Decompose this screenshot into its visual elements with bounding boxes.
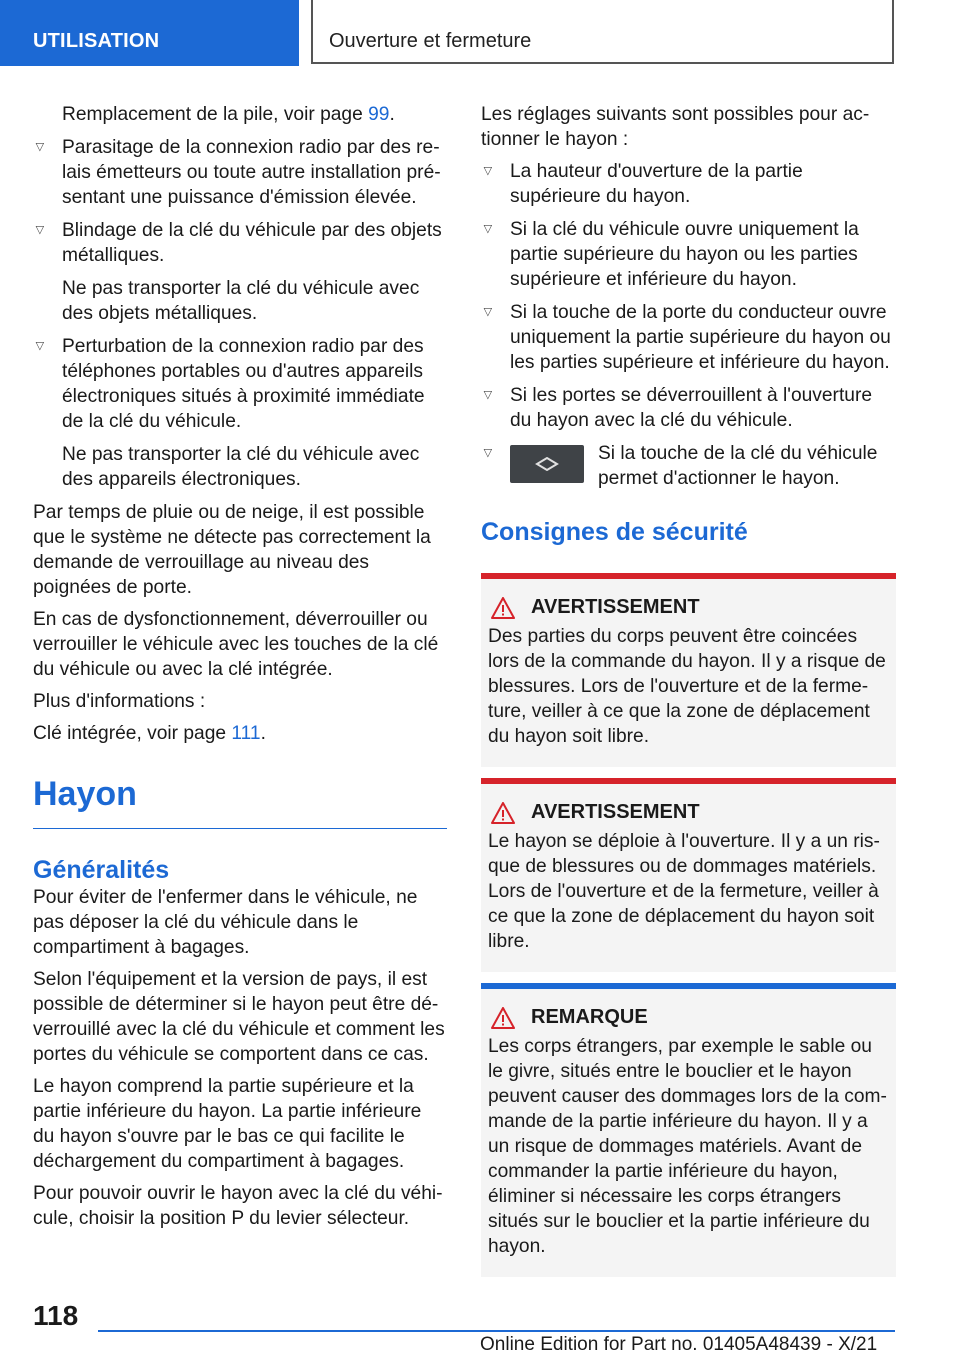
- warning-title: AVERTISSEMENT: [531, 596, 700, 618]
- notice-title: REMARQUE: [531, 1006, 648, 1028]
- key-description: ▷ Si la touche de la clé du véhicule permet d'actionner le hayon.: [598, 443, 878, 489]
- paragraph: Le hayon comprend la partie supérieure et la partie inférieure du hayon. La partie inférieure du hayon s'ouvre par le bas ce qui facilite le déchargement du compartiment à bagages.: [33, 1076, 422, 1172]
- paragraph: Pour pouvoir ouvrir le hayon avec la clé du véhicule, choisir la position P du levier sélecteur.: [33, 1183, 443, 1229]
- paragraph: Les réglages suivants sont possibles pour actionner le hayon :: [481, 104, 870, 150]
- list-item: ▷ Si la clé du véhicule ouvre uniquement la partie supérieure du hayon ou les parties supérieure et inférieure du hayon.: [481, 217, 896, 292]
- notice-text: Les corps étrangers, par exemple le sable ou le givre, situés entre le bouclier et le hayon peuvent causer des dommages lors de la commande de la partie inférieure du hayon. Il y a un risque de dommages matériels. Avant de commander la partie inférieure du hayon, éliminer si nécessaire les corps étrangers situés sur le bouclier et la partie inférieure du hayon.: [488, 1036, 887, 1257]
- notice-box: [481, 983, 896, 1277]
- paragraph: Par temps de pluie ou de neige, il est possible que le système ne détecte pas correctement la demande de verrouillage au niveau des poignées de porte.: [33, 502, 431, 598]
- paragraph: Selon l'équipement et la version de pays, il est possible de déterminer si le hayon peut être déverrouillé avec la clé du véhicule et comment les portes du véhicule se comportent dans ce cas.: [33, 969, 445, 1065]
- list-item-key: [481, 441, 896, 491]
- page-number: 118: [33, 1300, 79, 1331]
- warning-text: Des parties du corps peuvent être coincées lors de la commande du hayon. Il y a risque de blessures. Lors de l'ouverture et de la fermeture, veiller à ce que la zone de déplacement du hayon soit libre.: [488, 626, 886, 747]
- warning-triangle-icon: [491, 1007, 515, 1029]
- paragraph: Clé intégrée, voir page 111.: [33, 723, 266, 744]
- warning-triangle-icon: [491, 597, 515, 619]
- page-link[interactable]: 99: [368, 104, 390, 125]
- tailgate-key-icon: [510, 445, 584, 483]
- list-item: ▷ La hauteur d'ouverture de la partie supérieure du hayon.: [481, 159, 896, 209]
- list-item-note: Ne pas transporter la clé du véhicule avec des objets métalliques.: [62, 278, 420, 324]
- list-item: ▷ Perturbation de la connexion radio par des téléphones portables ou d'autres appareils électroniques situés à proximité immédiate de la clé du véhicule.: [33, 334, 447, 434]
- chapter-header: [311, 0, 894, 64]
- footer-divider: [98, 1330, 895, 1332]
- warning-triangle-icon: [491, 802, 515, 824]
- warning-title: AVERTISSEMENT: [531, 801, 700, 823]
- paragraph: Pour éviter de l'enfermer dans le véhicule, ne pas déposer la clé du véhicule dans le compartiment à bagages.: [33, 887, 418, 958]
- chapter-title: Ouverture et fermeture: [329, 30, 532, 52]
- list-item: ▷ Si les portes se déverrouillent à l'ouverture du hayon avec la clé du véhicule.: [481, 383, 896, 433]
- warning-box: [481, 573, 896, 767]
- list-item-note: Ne pas transporter la clé du véhicule avec des appareils électroniques.: [62, 444, 420, 490]
- list-item: ▷ Blindage de la clé du véhicule par des objets métalliques.: [33, 218, 447, 268]
- right-column: [481, 102, 896, 1288]
- warning-box: [481, 778, 896, 972]
- paragraph: Plus d'informations :: [33, 691, 206, 712]
- subsection-heading: Consignes de sécurité: [481, 518, 748, 546]
- paragraph-continuation: Remplacement de la pile, voir page 99.: [62, 104, 395, 125]
- subsection-heading: Généralités: [33, 856, 170, 884]
- section-title: UTILISATION: [33, 30, 160, 52]
- section-heading: Hayon: [33, 774, 447, 829]
- page-link[interactable]: 111: [231, 723, 261, 744]
- edition-footer: Online Edition for Part no. 01405A48439 - X/21: [480, 1334, 878, 1355]
- section-tab: [0, 0, 299, 66]
- list-item: ▷ Si la touche de la porte du conducteur ouvre uniquement la partie supérieure du hayon ou les parties supérieure et inférieure du hayon.: [481, 300, 896, 375]
- left-column: [33, 102, 447, 1238]
- warning-text: Le hayon se déploie à l'ouverture. Il y a un risque de blessures ou de dommages matériels. Lors de l'ouverture et de la fermeture, veiller à ce que la zone de déplacement du hayon soit libre.: [488, 831, 880, 952]
- paragraph: En cas de dysfonctionnement, déverrouiller ou verrouiller le véhicule avec les touches de la clé du véhicule ou avec la clé intégrée.: [33, 609, 439, 680]
- list-item: ▷ Parasitage de la connexion radio par des relais émetteurs ou toute autre installation présentant une puissance d'émission élevée.: [33, 135, 447, 210]
